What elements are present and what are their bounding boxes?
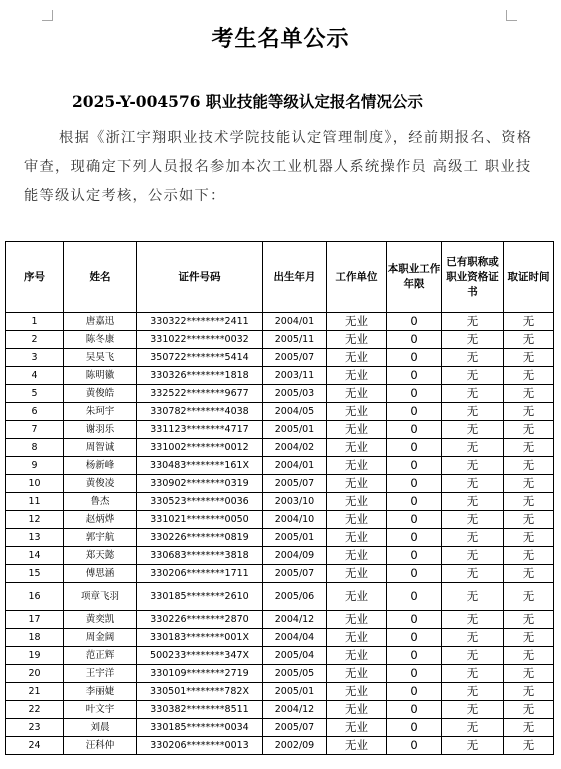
cell-cert-date: 无	[504, 367, 554, 385]
cell-index: 23	[6, 719, 64, 737]
cell-cert-date: 无	[504, 719, 554, 737]
cell-name: 黄奕凯	[64, 611, 137, 629]
cell-id-number: 330185********2610	[137, 583, 263, 611]
cell-cert-date: 无	[504, 547, 554, 565]
cell-id-number: 332522********9677	[137, 385, 263, 403]
notice-subtitle: 2025-Y-004576 职业技能等级认定报名情况公示	[72, 92, 423, 111]
cell-employer: 无业	[327, 421, 387, 439]
cell-certificate: 无	[442, 583, 504, 611]
cell-id-number: 330183********001X	[137, 629, 263, 647]
cell-certificate: 无	[442, 493, 504, 511]
cell-work-years: 0	[387, 611, 442, 629]
cell-certificate: 无	[442, 683, 504, 701]
table-row	[6, 719, 554, 737]
cell-id-number: 330683********3818	[137, 547, 263, 565]
table-row	[6, 665, 554, 683]
cell-work-years: 0	[387, 683, 442, 701]
cell-id-number: 330322********2411	[137, 313, 263, 331]
cell-certificate: 无	[442, 629, 504, 647]
cell-id-number: 330326********1818	[137, 367, 263, 385]
cell-certificate: 无	[442, 349, 504, 367]
table-row	[6, 629, 554, 647]
cell-name: 黄俊凌	[64, 475, 137, 493]
table-header-row	[6, 242, 554, 313]
cell-work-years: 0	[387, 313, 442, 331]
page-title: 考生名单公示	[211, 26, 350, 52]
table-row	[6, 349, 554, 367]
cell-birth: 2005/07	[263, 349, 327, 367]
cell-certificate: 无	[442, 737, 504, 755]
cell-certificate: 无	[442, 475, 504, 493]
cell-employer: 无业	[327, 439, 387, 457]
table-row	[6, 701, 554, 719]
cell-employer: 无业	[327, 647, 387, 665]
cell-certificate: 无	[442, 331, 504, 349]
cell-cert-date: 无	[504, 511, 554, 529]
cell-employer: 无业	[327, 457, 387, 475]
cell-certificate: 无	[442, 403, 504, 421]
cell-cert-date: 无	[504, 439, 554, 457]
table-row	[6, 683, 554, 701]
cell-birth: 2005/01	[263, 421, 327, 439]
cell-work-years: 0	[387, 331, 442, 349]
cell-id-number: 330185********0034	[137, 719, 263, 737]
cell-name: 赵炳烨	[64, 511, 137, 529]
cell-birth: 2004/05	[263, 403, 327, 421]
header-birth: 出生年月	[263, 242, 327, 313]
cell-name: 刘晨	[64, 719, 137, 737]
cell-certificate: 无	[442, 385, 504, 403]
cell-name: 范正辉	[64, 647, 137, 665]
table-row	[6, 385, 554, 403]
cell-work-years: 0	[387, 529, 442, 547]
cell-name: 王宇洋	[64, 665, 137, 683]
table-row	[6, 313, 554, 331]
cell-birth: 2005/03	[263, 385, 327, 403]
cell-cert-date: 无	[504, 529, 554, 547]
cell-employer: 无业	[327, 737, 387, 755]
cell-work-years: 0	[387, 665, 442, 683]
cell-work-years: 0	[387, 701, 442, 719]
cell-name: 周智诚	[64, 439, 137, 457]
cell-work-years: 0	[387, 511, 442, 529]
table-row	[6, 403, 554, 421]
cell-certificate: 无	[442, 439, 504, 457]
cell-employer: 无业	[327, 493, 387, 511]
cell-birth: 2003/11	[263, 367, 327, 385]
cell-birth: 2004/02	[263, 439, 327, 457]
cell-employer: 无业	[327, 701, 387, 719]
cell-birth: 2005/01	[263, 683, 327, 701]
table-row	[6, 737, 554, 755]
table-row	[6, 565, 554, 583]
cell-id-number: 331022********0032	[137, 331, 263, 349]
cell-id-number: 331123********4717	[137, 421, 263, 439]
table-row	[6, 439, 554, 457]
cell-work-years: 0	[387, 737, 442, 755]
cell-certificate: 无	[442, 511, 504, 529]
cell-name: 傅思涵	[64, 565, 137, 583]
table-row	[6, 547, 554, 565]
cell-employer: 无业	[327, 313, 387, 331]
cell-employer: 无业	[327, 475, 387, 493]
cell-cert-date: 无	[504, 493, 554, 511]
cell-cert-date: 无	[504, 349, 554, 367]
cell-index: 19	[6, 647, 64, 665]
table-row	[6, 367, 554, 385]
cell-certificate: 无	[442, 421, 504, 439]
cell-work-years: 0	[387, 629, 442, 647]
candidate-table	[5, 241, 554, 755]
header-certificate: 已有职称或职业资格证书	[442, 242, 504, 313]
cell-work-years: 0	[387, 457, 442, 475]
cell-birth: 2005/04	[263, 647, 327, 665]
cell-employer: 无业	[327, 349, 387, 367]
cell-index: 16	[6, 583, 64, 611]
cell-id-number: 330523********0036	[137, 493, 263, 511]
cell-work-years: 0	[387, 493, 442, 511]
cell-birth: 2004/04	[263, 629, 327, 647]
cell-birth: 2004/12	[263, 701, 327, 719]
cell-id-number: 350722********5414	[137, 349, 263, 367]
header-employer: 工作单位	[327, 242, 387, 313]
cell-name: 鲁杰	[64, 493, 137, 511]
cell-cert-date: 无	[504, 665, 554, 683]
table-row	[6, 583, 554, 611]
cell-id-number: 330902********0319	[137, 475, 263, 493]
cell-cert-date: 无	[504, 385, 554, 403]
cell-employer: 无业	[327, 529, 387, 547]
cell-name: 郑天懿	[64, 547, 137, 565]
header-index: 序号	[6, 242, 64, 313]
crop-mark-top-left	[42, 10, 53, 21]
cell-index: 10	[6, 475, 64, 493]
cell-id-number: 330206********0013	[137, 737, 263, 755]
cell-index: 2	[6, 331, 64, 349]
cell-id-number: 330382********8511	[137, 701, 263, 719]
cell-employer: 无业	[327, 547, 387, 565]
cell-employer: 无业	[327, 611, 387, 629]
cell-name: 黄俊皓	[64, 385, 137, 403]
cell-employer: 无业	[327, 511, 387, 529]
cell-work-years: 0	[387, 647, 442, 665]
cell-employer: 无业	[327, 403, 387, 421]
table-row	[6, 493, 554, 511]
cell-cert-date: 无	[504, 629, 554, 647]
cell-cert-date: 无	[504, 611, 554, 629]
cell-employer: 无业	[327, 583, 387, 611]
cell-birth: 2004/01	[263, 457, 327, 475]
cell-employer: 无业	[327, 385, 387, 403]
cell-name: 杨新峰	[64, 457, 137, 475]
cell-certificate: 无	[442, 457, 504, 475]
cell-name: 项章飞羽	[64, 583, 137, 611]
cell-index: 18	[6, 629, 64, 647]
cell-index: 21	[6, 683, 64, 701]
cell-name: 李丽婕	[64, 683, 137, 701]
table-row	[6, 331, 554, 349]
cell-index: 1	[6, 313, 64, 331]
cell-certificate: 无	[442, 719, 504, 737]
cell-certificate: 无	[442, 547, 504, 565]
cell-employer: 无业	[327, 331, 387, 349]
cell-cert-date: 无	[504, 701, 554, 719]
cell-index: 17	[6, 611, 64, 629]
table-row	[6, 421, 554, 439]
cell-cert-date: 无	[504, 313, 554, 331]
cell-birth: 2004/09	[263, 547, 327, 565]
cell-birth: 2005/01	[263, 529, 327, 547]
cell-id-number: 330501********782X	[137, 683, 263, 701]
cell-certificate: 无	[442, 647, 504, 665]
cell-cert-date: 无	[504, 457, 554, 475]
cell-employer: 无业	[327, 565, 387, 583]
cell-birth: 2005/07	[263, 719, 327, 737]
cell-employer: 无业	[327, 367, 387, 385]
cell-index: 9	[6, 457, 64, 475]
cell-birth: 2005/07	[263, 475, 327, 493]
cell-work-years: 0	[387, 367, 442, 385]
cell-id-number: 331002********0012	[137, 439, 263, 457]
cell-work-years: 0	[387, 403, 442, 421]
cell-index: 7	[6, 421, 64, 439]
cell-employer: 无业	[327, 719, 387, 737]
cell-cert-date: 无	[504, 475, 554, 493]
cell-cert-date: 无	[504, 565, 554, 583]
cell-index: 12	[6, 511, 64, 529]
cell-name: 汪科仲	[64, 737, 137, 755]
cell-cert-date: 无	[504, 737, 554, 755]
crop-mark-top-right	[506, 10, 517, 21]
header-cert-date: 取证时间	[504, 242, 554, 313]
cell-index: 8	[6, 439, 64, 457]
cell-name: 朱珂宇	[64, 403, 137, 421]
cell-index: 6	[6, 403, 64, 421]
cell-work-years: 0	[387, 421, 442, 439]
cell-work-years: 0	[387, 385, 442, 403]
cell-cert-date: 无	[504, 403, 554, 421]
cell-index: 11	[6, 493, 64, 511]
cell-id-number: 331021********0050	[137, 511, 263, 529]
cell-certificate: 无	[442, 611, 504, 629]
cell-name: 唐嘉迅	[64, 313, 137, 331]
cell-index: 4	[6, 367, 64, 385]
cell-id-number: 330226********2870	[137, 611, 263, 629]
cell-id-number: 330109********2719	[137, 665, 263, 683]
cell-certificate: 无	[442, 529, 504, 547]
cell-birth: 2004/10	[263, 511, 327, 529]
cell-name: 陈冬康	[64, 331, 137, 349]
cell-work-years: 0	[387, 719, 442, 737]
cell-name: 郭宇航	[64, 529, 137, 547]
table-row	[6, 475, 554, 493]
cell-id-number: 330483********161X	[137, 457, 263, 475]
cell-work-years: 0	[387, 475, 442, 493]
cell-cert-date: 无	[504, 583, 554, 611]
table-row	[6, 457, 554, 475]
cell-certificate: 无	[442, 313, 504, 331]
cell-id-number: 330782********4038	[137, 403, 263, 421]
cell-index: 3	[6, 349, 64, 367]
table-row	[6, 611, 554, 629]
cell-index: 22	[6, 701, 64, 719]
cell-cert-date: 无	[504, 331, 554, 349]
cell-index: 14	[6, 547, 64, 565]
cell-birth: 2005/11	[263, 331, 327, 349]
cell-certificate: 无	[442, 367, 504, 385]
table-row	[6, 647, 554, 665]
header-id-number: 证件号码	[137, 242, 263, 313]
cell-work-years: 0	[387, 565, 442, 583]
cell-name: 陈明徽	[64, 367, 137, 385]
cell-work-years: 0	[387, 349, 442, 367]
cell-birth: 2002/09	[263, 737, 327, 755]
cell-cert-date: 无	[504, 683, 554, 701]
cell-name: 谢羽乐	[64, 421, 137, 439]
cell-certificate: 无	[442, 701, 504, 719]
cell-employer: 无业	[327, 629, 387, 647]
cell-birth: 2004/01	[263, 313, 327, 331]
cell-id-number: 330206********1711	[137, 565, 263, 583]
cell-name: 叶文宇	[64, 701, 137, 719]
cell-index: 24	[6, 737, 64, 755]
cell-certificate: 无	[442, 665, 504, 683]
cell-work-years: 0	[387, 583, 442, 611]
cell-birth: 2005/05	[263, 665, 327, 683]
table-row	[6, 511, 554, 529]
cell-name: 吴昊飞	[64, 349, 137, 367]
cell-employer: 无业	[327, 683, 387, 701]
cell-index: 15	[6, 565, 64, 583]
cell-index: 13	[6, 529, 64, 547]
cell-birth: 2005/07	[263, 565, 327, 583]
cell-employer: 无业	[327, 665, 387, 683]
cell-name: 周金阔	[64, 629, 137, 647]
cell-cert-date: 无	[504, 647, 554, 665]
cell-work-years: 0	[387, 547, 442, 565]
header-name: 姓名	[64, 242, 137, 313]
cell-id-number: 500233********347X	[137, 647, 263, 665]
cell-work-years: 0	[387, 439, 442, 457]
table-row	[6, 529, 554, 547]
notice-paragraph: 根据《浙江宇翔职业技术学院技能认定管理制度》，经前期报名、资格审查，现确定下列人员报名参加本次工业机器人系统操作员 高级工 职业技能等级认定考核，公示如下：	[24, 130, 533, 204]
cell-id-number: 330226********0819	[137, 529, 263, 547]
cell-cert-date: 无	[504, 421, 554, 439]
cell-certificate: 无	[442, 565, 504, 583]
header-work-years: 本职业工作年限	[387, 242, 442, 313]
cell-index: 20	[6, 665, 64, 683]
cell-birth: 2004/12	[263, 611, 327, 629]
cell-index: 5	[6, 385, 64, 403]
cell-birth: 2005/06	[263, 583, 327, 611]
cell-birth: 2003/10	[263, 493, 327, 511]
